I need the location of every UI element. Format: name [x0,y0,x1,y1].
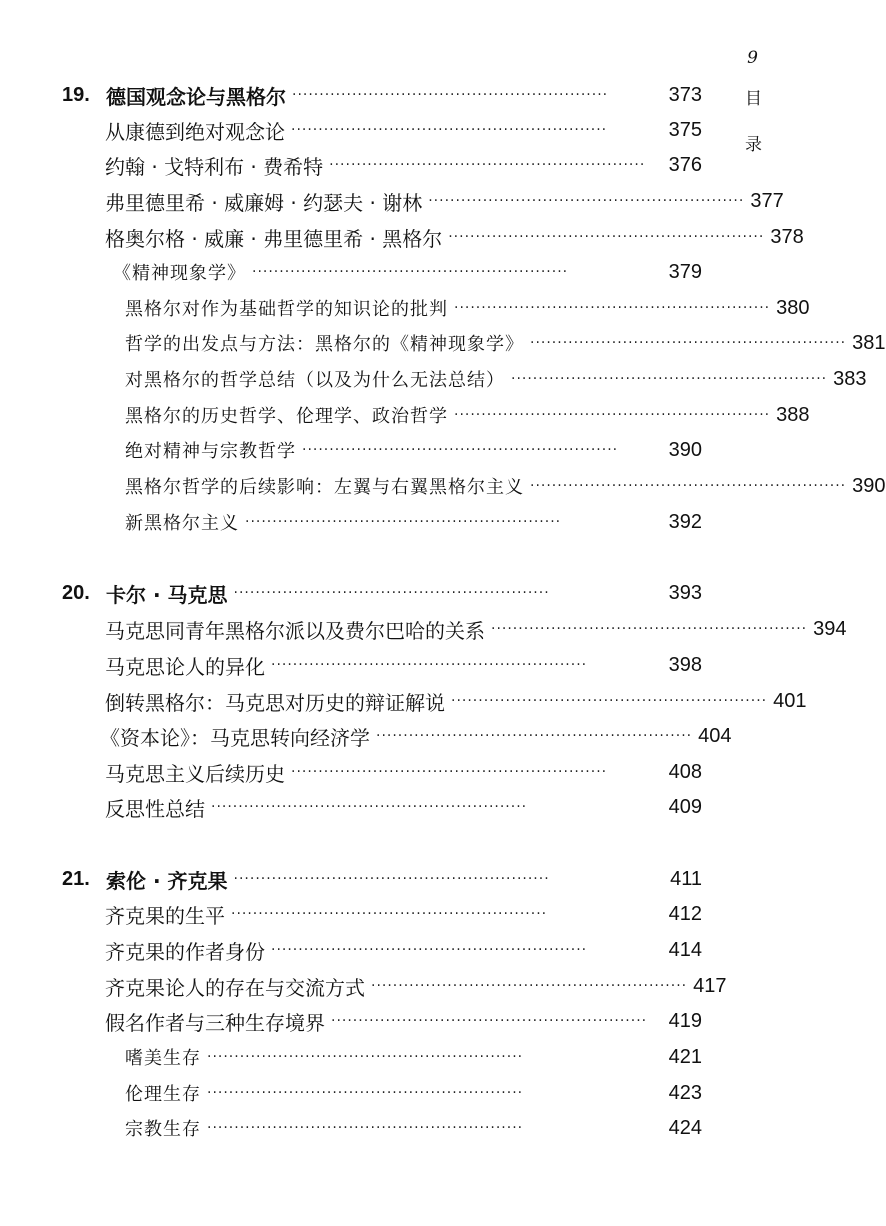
page-ref: 394 [813,617,847,640]
dot-leader: ·························································· [231,906,548,922]
page-ref: 417 [693,974,727,997]
page-ref: 390 [852,474,886,497]
page-number: 9 [747,48,758,68]
toc-entry[interactable] [105,686,807,716]
toc-entry[interactable] [105,899,702,929]
page-ref: 414 [668,938,702,961]
entry-title: 倒转黑格尔：马克思对历史的辩证解说 [105,690,445,715]
dot-leader: ·························································· [331,1013,648,1029]
toc-entry[interactable] [105,650,702,680]
page-ref: 423 [668,1081,702,1104]
chapter-number: 21. [62,867,90,890]
chapter-number: 19. [62,83,90,106]
entry-title: 对黑格尔的哲学总结（以及为什么无法总结） [125,370,505,391]
dot-leader: ·························································· [329,157,646,173]
dot-leader: ·························································· [271,657,588,673]
toc-entry[interactable] [105,935,702,965]
toc-subentry[interactable] [125,293,810,323]
entry-title: 弗里德里希 · 威廉姆 · 约瑟夫 · 谢林 [105,190,423,215]
toc-entry[interactable] [105,222,804,252]
dot-leader: ·························································· [207,1085,524,1101]
toc-subentry[interactable] [125,507,702,537]
page-ref: 419 [668,1009,702,1032]
toc-entry[interactable] [105,971,727,1001]
page-ref: 421 [668,1045,702,1068]
page-ref: 390 [668,438,702,461]
chapter-title: 索伦 · 齐克果 [106,868,228,893]
entry-title: 《精神现象学》 [113,263,246,284]
toc-chapter-21[interactable] [62,864,702,894]
toc-subentry[interactable] [113,257,702,287]
toc-entry[interactable] [100,721,732,751]
entry-title: 假名作者与三种生存境界 [105,1010,325,1035]
entry-title: 齐克果的作者身份 [105,939,265,964]
page-ref: 393 [668,581,702,604]
dot-leader: ·························································· [233,871,550,887]
entry-title: 马克思同青年黑格尔派以及费尔巴哈的关系 [105,618,485,643]
page-ref: 373 [668,83,702,106]
entry-title: 伦理生存 [125,1084,201,1105]
page-ref: 376 [668,153,702,176]
dot-leader: ·························································· [302,442,619,458]
toc-subentry[interactable] [125,1113,702,1143]
entry-title: 齐克果的生平 [105,903,225,928]
toc-subentry[interactable] [125,364,867,394]
entry-title: 黑格尔哲学的后续影响：左翼与右翼黑格尔主义 [125,477,524,498]
toc-subentry[interactable] [125,400,810,430]
dot-leader: ·························································· [371,978,688,994]
page-ref: 379 [668,260,702,283]
dot-leader: ·························································· [428,193,745,209]
toc-subentry[interactable] [125,435,702,465]
page-ref: 401 [773,689,807,712]
dot-leader: ·························································· [233,585,550,601]
page-ref: 378 [770,225,804,248]
entry-title: 新黑格尔主义 [125,513,239,534]
page-ref: 409 [668,795,702,818]
toc-entry[interactable] [105,757,702,787]
page-ref: 424 [668,1116,702,1139]
entry-title: 齐克果论人的存在与交流方式 [105,975,365,1000]
page-ref: 398 [668,653,702,676]
page-ref: 375 [668,118,702,141]
toc-subentry[interactable] [125,1078,702,1108]
dot-leader: ·························································· [292,87,609,103]
dot-leader: ·························································· [511,371,828,387]
section-label-top: 目 [745,89,762,109]
entry-title: 格奥尔格 · 威廉 · 弗里德里希 · 黑格尔 [105,226,443,251]
entry-title: 黑格尔的历史哲学、伦理学、政治哲学 [125,406,448,427]
entry-title: 反思性总结 [105,796,205,821]
dot-leader: ·························································· [291,122,608,138]
dot-leader: ·························································· [451,693,768,709]
dot-leader: ·························································· [491,621,808,637]
section-label-bottom: 录 [745,135,762,155]
entry-title: 绝对精神与宗教哲学 [125,441,296,462]
dot-leader: ·························································· [207,1120,524,1136]
entry-title: 马克思主义后续历史 [105,761,285,786]
toc-subentry[interactable] [125,471,886,501]
page-ref: 404 [698,724,732,747]
page-ref: 411 [670,867,702,890]
dot-leader: ·························································· [376,728,693,744]
chapter-title: 德国观念论与黑格尔 [106,84,286,109]
page-ref: 408 [668,760,702,783]
toc-chapter-20[interactable] [62,578,702,608]
entry-title: 从康德到绝对观念论 [105,119,285,144]
dot-leader: ·························································· [454,300,771,316]
dot-leader: ·························································· [530,335,847,351]
chapter-number: 20. [62,581,90,604]
dot-leader: ·························································· [454,407,771,423]
toc-entry[interactable] [105,186,784,216]
entry-title: 约翰 · 戈特利布 · 费希特 [105,154,324,179]
dot-leader: ·························································· [291,764,608,780]
toc-entry[interactable] [105,150,702,180]
page-ref: 412 [668,902,702,925]
toc-entry[interactable] [105,115,702,145]
chapter-title: 卡尔 · 马克思 [106,582,228,607]
toc-subentry[interactable] [125,1042,702,1072]
page-ref: 380 [776,296,810,319]
page-ref: 383 [833,367,867,390]
toc-chapter-19[interactable] [62,80,702,110]
toc-entry[interactable] [105,614,847,644]
entry-title: 《资本论》：马克思转向经济学 [100,725,370,750]
dot-leader: ·························································· [530,478,847,494]
entry-title: 哲学的出发点与方法：黑格尔的《精神现象学》 [125,334,524,355]
entry-title: 黑格尔对作为基础哲学的知识论的批判 [125,299,448,320]
toc-entry[interactable] [105,792,702,822]
dot-leader: ·························································· [271,942,588,958]
dot-leader: ·························································· [252,264,569,280]
entry-title: 马克思论人的异化 [105,654,265,679]
dot-leader: ·························································· [207,1049,524,1065]
entry-title: 嗜美生存 [125,1048,201,1069]
page-ref: 392 [668,510,702,533]
toc-subentry[interactable] [125,328,886,358]
page-ref: 388 [776,403,810,426]
page-ref: 381 [852,331,886,354]
page-ref: 377 [750,189,784,212]
dot-leader: ·························································· [211,799,528,815]
dot-leader: ·························································· [448,229,765,245]
entry-title: 宗教生存 [125,1119,201,1140]
dot-leader: ·························································· [245,514,562,530]
toc-entry[interactable] [105,1006,702,1036]
